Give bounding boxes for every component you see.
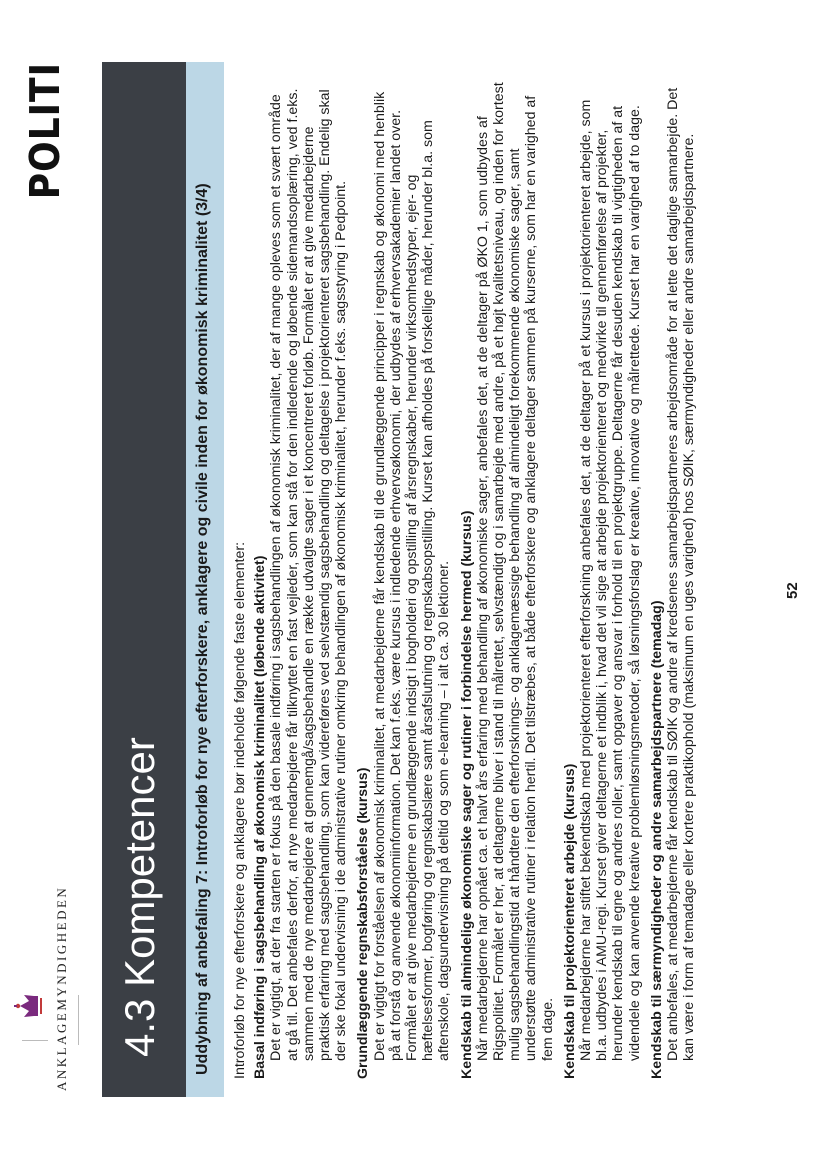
section-body: Når medarbejderne har stiftet bekendtskab med projektorienteret efterforskning anbefales det, at de deltager på et kursus i projektorienteret arbejde, som bl.a. udbydes i AMU-regi. Kurset giver deltagerne et indblik i, hvad det vil sige at arbejde projektorienteret og medvirke til gennemførelse af projekter, herunder kendskab til egne og andres roller, samt opgaver og ansvar i forhold til en projektgruppe. Deltagerne får desuden kendskab til vigtigheden af at videndele og kan anvende kreative problemløsningsmetoder, så løsningsforslag er kreative, innovative og målrettede. Kurset har en varighed af to dage. bbox=[578, 99, 643, 1061]
section-body: Det er vigtigt for forståelsen af økonomisk kriminalitet, at medarbejderne får kendskab til de grundlæggende principper i regnskab og økonomi med henblik på at forstå og anvende økonomiinformation. Det kan f.eks. være kursus i indledende erhvervsøkonomi, der udbydes af erhvervsakademier landet over. Formålet er at give medarbejderne en grundlæggende indsigt i bogholderi og opstilling af årsregnskaber, herunder virksomhedstyper, ejer- og hæftelsesformer, bogføring og regnskabslære samt årsafslutning og regnskabsopstilling. Kurset kan afholdes på forskellige måder, herunder bl.a. som aftenskole, dagsundervisning på deltid og som e-learning – i alt ca. 30 lektioner. bbox=[371, 91, 453, 1061]
section-regnskabsforstaaelse bbox=[355, 79, 452, 1079]
main-content bbox=[232, 79, 703, 1079]
crown-icon bbox=[14, 991, 48, 1021]
page-number: 52 bbox=[784, 582, 801, 599]
recommendation-banner bbox=[186, 62, 224, 1097]
section-heading: Basal indføring i sagsbehandling af økonomisk kriminalitet (løbende aktivitet) bbox=[252, 555, 269, 1079]
section-heading: Kendskab til almindelige økonomiske sager og rutiner i forbindelse hermed (kursus) bbox=[458, 510, 475, 1079]
page-title: 4.3 Kompetencer bbox=[116, 737, 163, 1057]
page-header bbox=[0, 0, 110, 1169]
section-body: Det er vigtigt, at der fra starten er fokus på den basale indføring i sagsbehandlingen af økonomisk kriminalitet, der af mange opleves som et svært område at gå til. Det anbefales derfor, at nye medarbejdere får tilknyttet en fast vejleder, som kan stå for den indledende og løbende sidemandsoplæring, ved f.eks. sammen med de nye medarbejdere at gennemgå/sagsbehandle en række udvalgte sager i et koncentreret forløb. Formålet er at give medarbejderne praktisk erfaring med sagsbehandling, som kan videreføres ved selvstændig sagsbehandling og deltagelse i projektorienteret sagsbehandling. Endelig skal der ske fokal undervisning i de administrative rutiner omkring behandlingen af økonomisk kriminalitet, herunder f.eks. sagsstyring i Pedpoint. bbox=[268, 88, 350, 1061]
divider-line bbox=[78, 995, 79, 1045]
section-heading: Grundlæggende regnskabsforståelse (kursus) bbox=[355, 767, 372, 1079]
section-projektorienteret bbox=[562, 79, 643, 1079]
section-body: Når medarbejderne har opnået ca. et halvt års erfaring med behandling af økonomiske sager, anbefales det, at de deltager på ØKO 1, som udbydes af Rigspolitiet. Formålet er her, at deltagerne bliver i stand til målrettet, selvstændigt og i samarbejde med andre, på et højt kvalitetsniveau, og inden for kortest mulig sagsbehandlingstid at håndtere den efterforsknings- og anklagemæssige behandling af almindeligt forekommende økonomiske sager, samt understøtte administrative rutiner i relation hertil. Det tilstræbes, at både efterforskere og anklagere deltager sammen på kurserne, som har en varighed af fem dage. bbox=[474, 82, 556, 1061]
divider-line bbox=[22, 1040, 48, 1041]
section-saermyndigheder bbox=[649, 79, 698, 1079]
section-heading: Kendskab til projektorienteret arbejde (kursus) bbox=[561, 763, 578, 1079]
section-okonomiske-sager bbox=[459, 79, 556, 1079]
section-heading: Kendskab til særmyndigheder og andre samarbejdspartnere (temadag) bbox=[648, 600, 665, 1079]
title-banner bbox=[102, 62, 186, 1097]
section-basal-indforing bbox=[252, 79, 349, 1079]
intro-text: Introforløb for nye efterforskere og anklagere bør indeholde følgende faste elementer: bbox=[232, 541, 248, 1079]
agency-name: ANKLAGEMYNDIGHEDEN bbox=[54, 885, 69, 1091]
recommendation-heading: Uddybning af anbefaling 7: Introforløb for nye efterforskere, anklagere og civile inden for økonomisk kriminalitet (3/4) bbox=[194, 183, 211, 1075]
politi-logo: POLITI bbox=[22, 62, 70, 200]
section-body: Det anbefales, at medarbejderne får kendskab til SØIK og andre af kredsenes samarbejdspartneres arbejdsområde for at lette det daglige samarbejde. Det kan være i form af temadage eller kortere praktikophold (maksimum en uges varighed) hos SØIK, særmyndigheder eller andre samarbejdspartnere. bbox=[665, 87, 698, 1061]
